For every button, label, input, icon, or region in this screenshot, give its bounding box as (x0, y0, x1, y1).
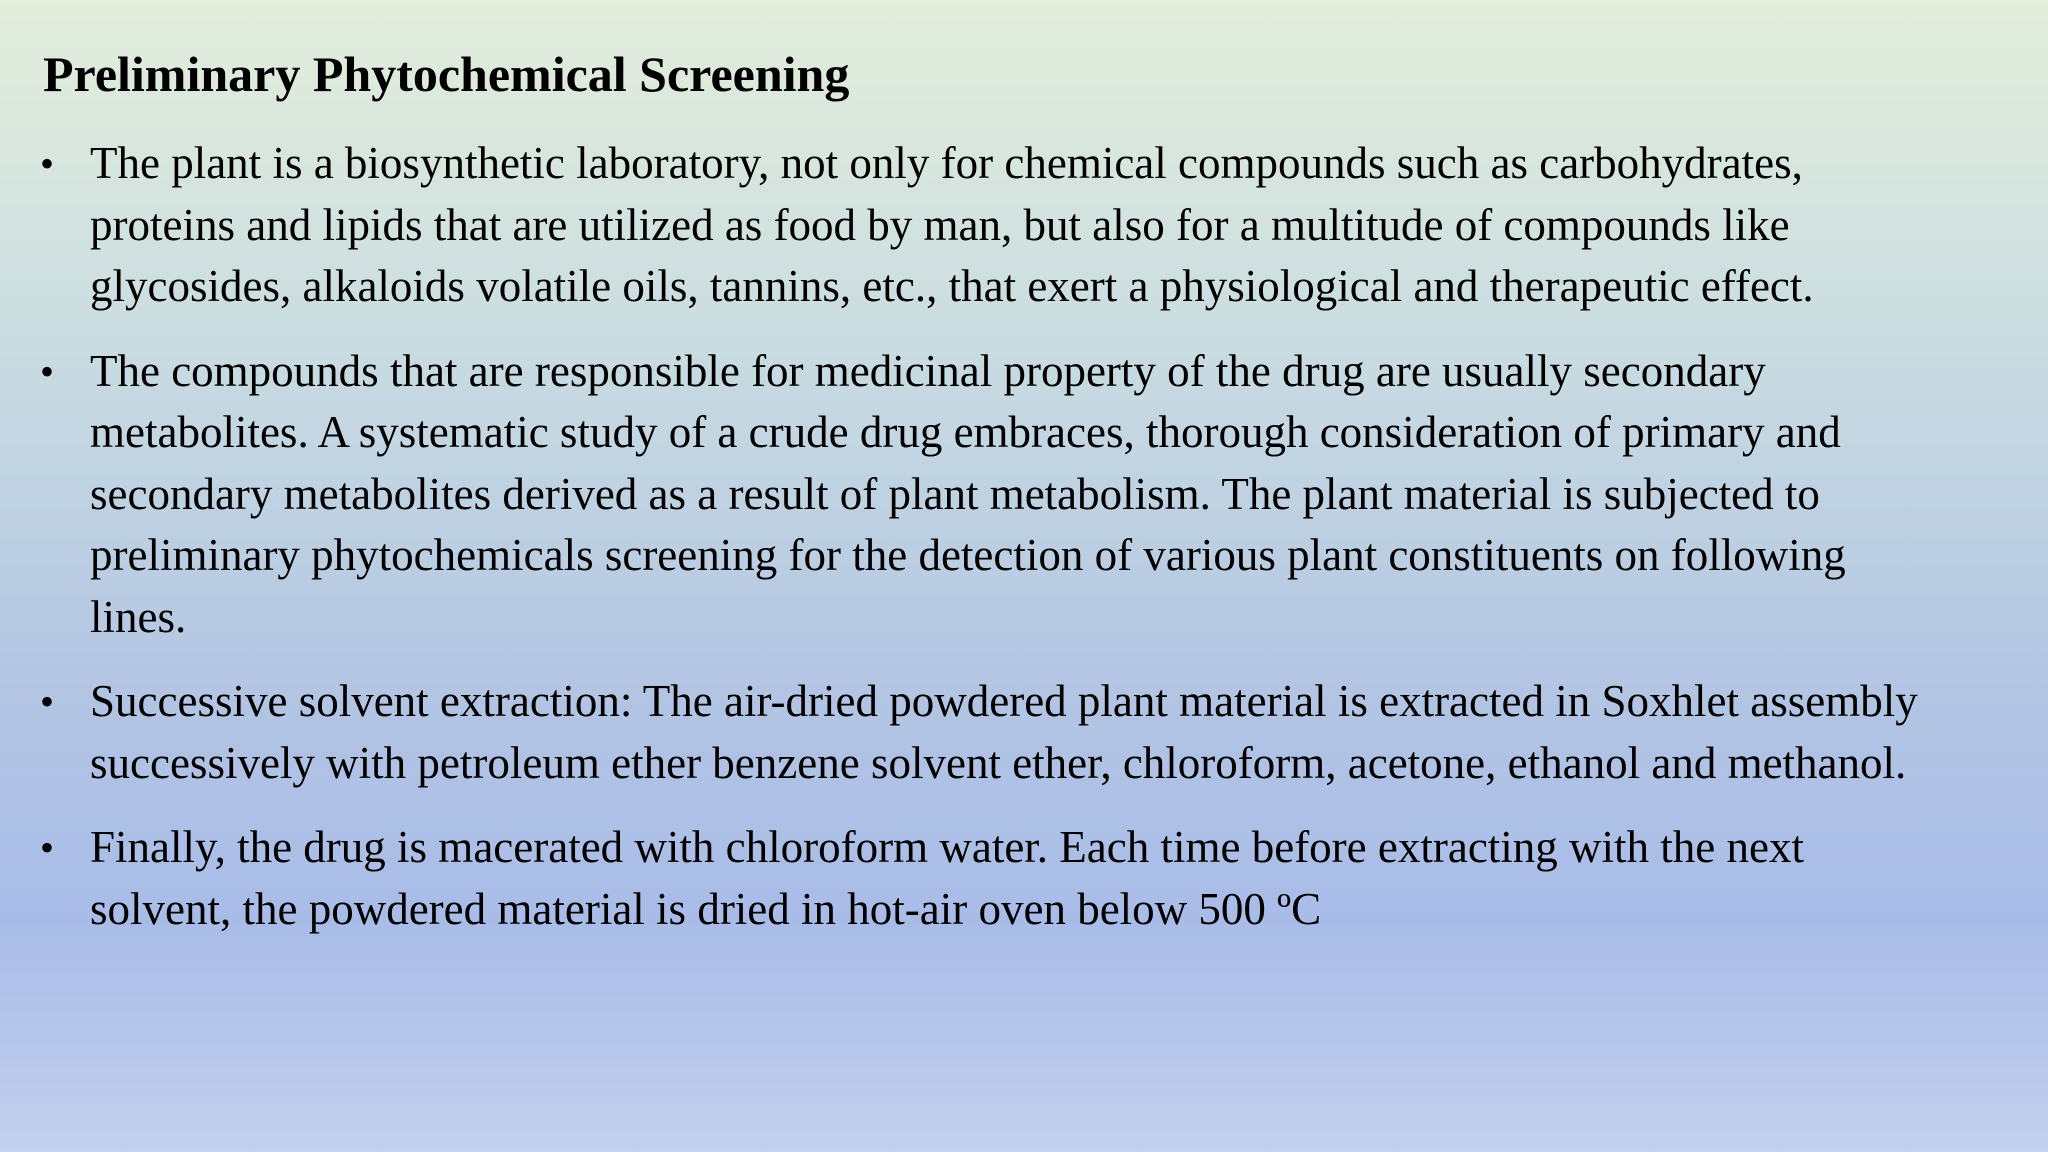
bullet-point-icon: • (40, 348, 55, 394)
slide-title: Preliminary Phytochemical Screening (43, 46, 850, 102)
bullet-text: Finally, the drug is macerated with chloroform water. Each time before extracting with the next solvent, the powdered material is dried in hot-air oven below 500 ºC (90, 822, 1804, 934)
bullet-list (0, 133, 2048, 940)
bullet-point-icon: • (40, 141, 55, 186)
bullet-point-icon: • (40, 679, 55, 724)
bullet-text: Successive solvent extraction: The air-dried powdered plant material is extracted in Soxhlet assembly successively with petroleum ether benzene solvent ether, chloroform, acetone, ethanol and methanol. (90, 676, 1918, 788)
bullet-item (0, 133, 1940, 318)
bullet-point-icon: • (40, 825, 55, 870)
bullet-text: The plant is a biosynthetic laboratory, not only for chemical compounds such as carbohydrates, proteins and lipids that are utilized as food by man, but also for a multitude of compounds like glycosides, alkaloids volatile oils, tannins, etc., that exert a physiological and therapeutic effect. (90, 138, 1814, 311)
bullet-item (0, 817, 1940, 940)
bullet-item (0, 341, 1940, 649)
bullet-item (0, 671, 1940, 794)
bullet-text: The compounds that are responsible for medicinal property of the drug are usually secondary metabolites. A systematic study of a crude drug embraces, thorough consideration of primary and secondary metabolites derived as a result of plant metabolism. The plant material is subjected to preliminary phytochemicals screening for the detection of various plant constituents on following lines. (90, 345, 1846, 642)
